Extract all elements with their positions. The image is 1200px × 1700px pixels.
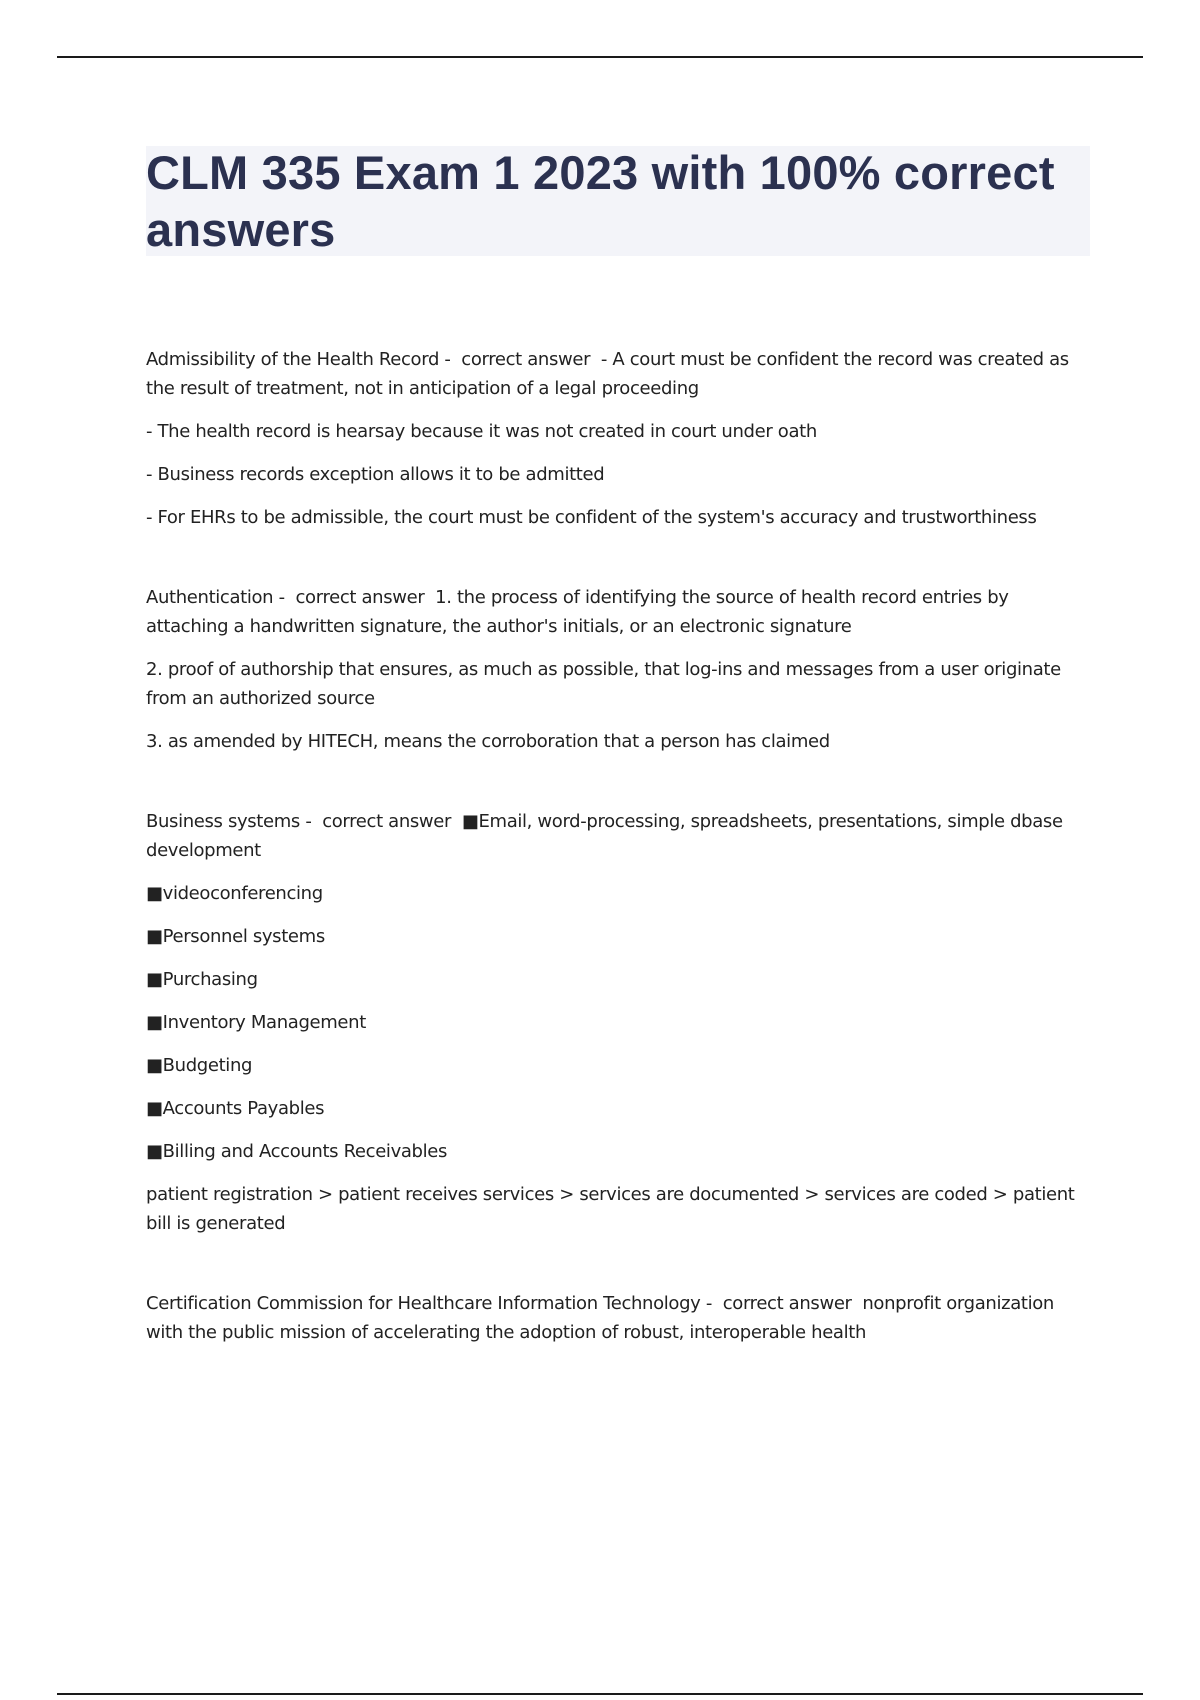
entry-answer: ■Email, word-processing, spreadsheets, presentations, simple dbase development [146,811,1063,861]
entry-line: ■Budgeting [146,1055,253,1076]
correct-answer-label: - correct answer [299,811,462,832]
entry-business-systems [146,807,1096,1238]
top-rule [57,56,1143,58]
entry-answer: 1. the process of identifying the source of health record entries by attaching a handwritten signature, the author's initials, or an electronic signature [146,587,1009,637]
entry-term: Certification Commission for Healthcare Information Technology [146,1293,701,1314]
entry-term: Admissibility of the Health Record [146,349,440,370]
entry-answer: - A court must be confident the record was created as the result of treatment, not in anticipation of a legal proceeding [146,349,1069,399]
entry-admissibility [146,345,1096,532]
bottom-rule [57,1693,1143,1695]
correct-answer-label: - correct answer [439,349,601,370]
entry-lead-paragraph [146,807,1096,865]
entry-cchit [146,1289,1096,1347]
entry-lead-paragraph [146,583,1096,641]
document-title: CLM 335 Exam 1 2023 with 100% correct answers [146,146,1055,256]
entry-line: ■Inventory Management [146,1012,366,1033]
correct-answer-label: - correct answer [700,1293,863,1314]
entry-authentication [146,583,1096,756]
entry-answer: nonprofit organization with the public mission of accelerating the adoption of robust, interoperable health [146,1293,1054,1343]
entry-line: ■Purchasing [146,969,258,990]
entry-lead-paragraph [146,345,1096,403]
correct-answer-label: - correct answer [273,587,436,608]
entry-line: patient registration > patient receives services > services are documented > services are coded > patient bill is generated [146,1184,1075,1234]
entry-term: Authentication [146,587,274,608]
document-body [146,345,1096,1347]
entry-line: - The health record is hearsay because it was not created in court under oath [146,421,817,442]
entry-line: ■Personnel systems [146,926,325,947]
entry-line: - For EHRs to be admissible, the court must be confident of the system's accuracy and trustworthiness [146,507,1037,528]
entry-line: 3. as amended by HITECH, means the corroboration that a person has claimed [146,731,830,752]
entry-lead-paragraph [146,1289,1096,1347]
entry-line: 2. proof of authorship that ensures, as much as possible, that log-ins and messages from a user originate from an authorized source [146,659,1061,709]
entry-term: Business systems [146,811,300,832]
entry-line: ■Accounts Payables [146,1098,325,1119]
entry-line: ■Billing and Accounts Receivables [146,1141,448,1162]
entry-line: - Business records exception allows it to be admitted [146,464,605,485]
entry-line: ■videoconferencing [146,883,323,904]
